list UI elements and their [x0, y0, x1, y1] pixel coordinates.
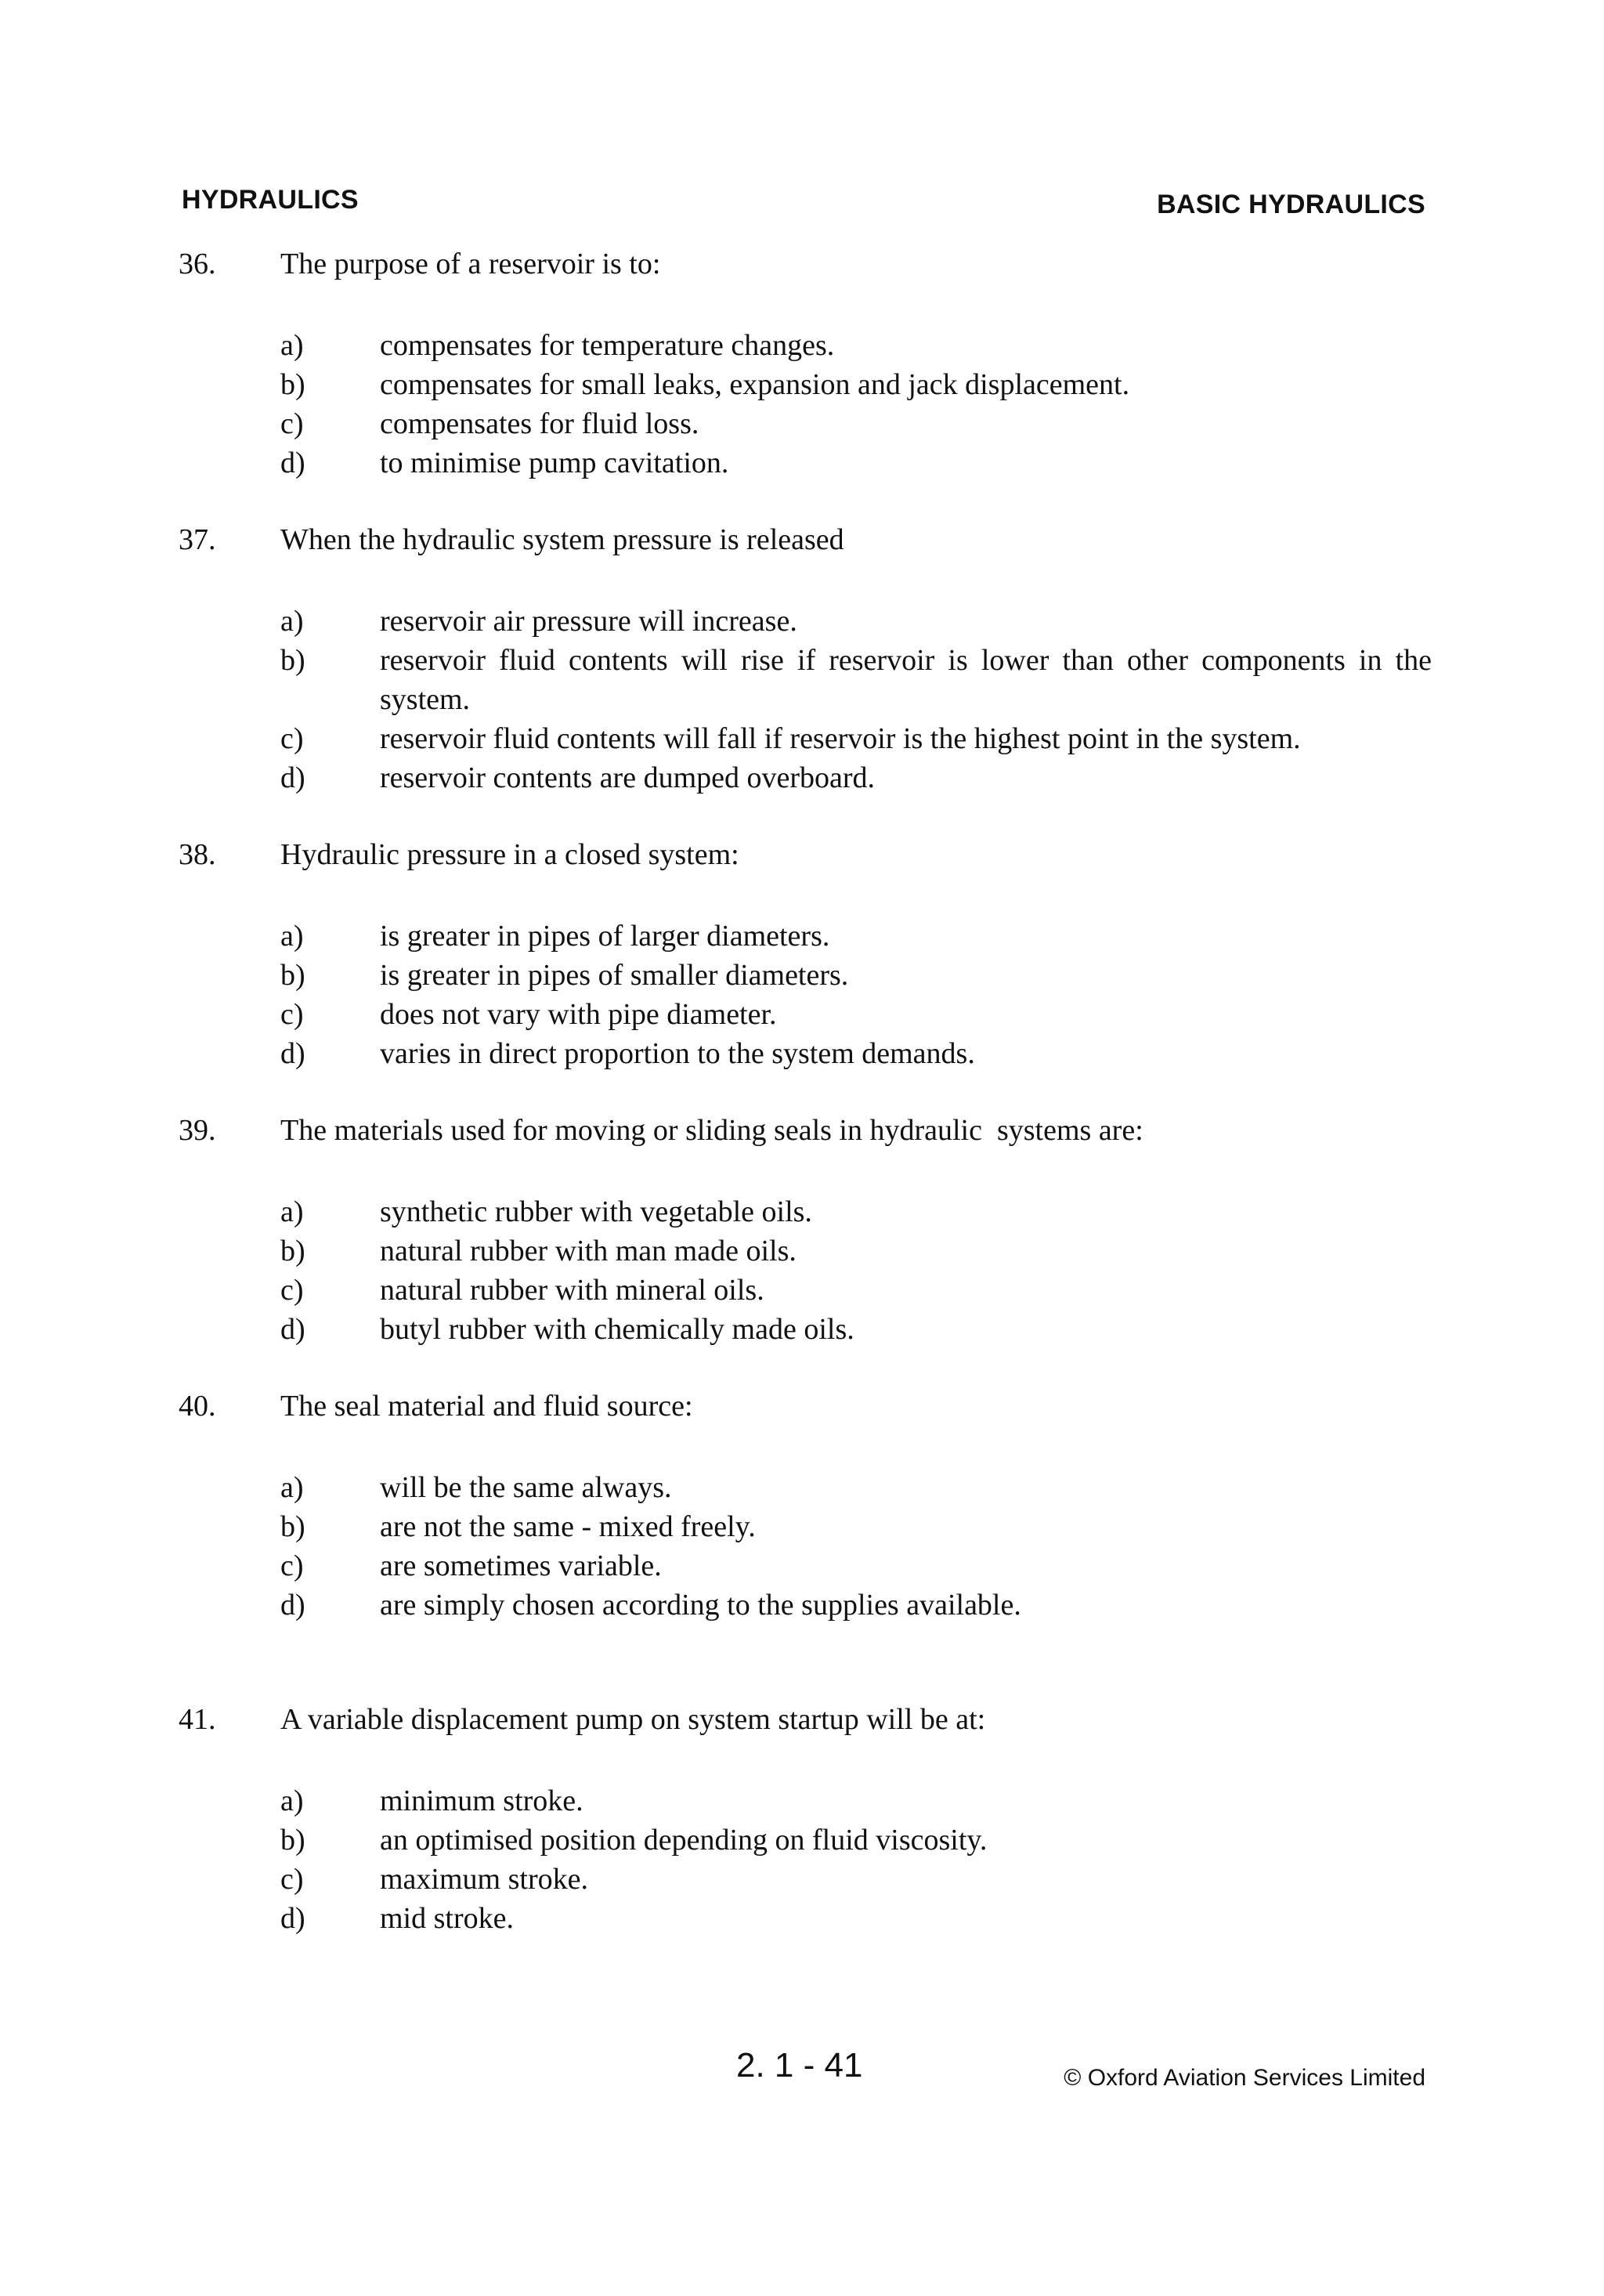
option-text: maximum stroke. — [380, 1863, 588, 1896]
option-text: varies in direct proportion to the system demands. — [380, 1037, 975, 1070]
option-label: a) — [280, 1784, 304, 1817]
question-41 — [179, 1700, 1432, 1938]
option-text: to minimise pump cavitation. — [380, 447, 729, 479]
option-text: natural rubber with mineral oils. — [380, 1274, 764, 1307]
option-label: c) — [280, 1274, 304, 1307]
option-c — [280, 1271, 1432, 1310]
option-text: does not vary with pipe diameter. — [380, 998, 777, 1031]
option-label: d) — [280, 761, 305, 794]
option-b — [280, 641, 1432, 719]
question-text: The purpose of a reservoir is to: — [280, 248, 661, 280]
option-a — [280, 326, 1432, 365]
option-d — [280, 1034, 1432, 1073]
option-label: a) — [280, 1195, 304, 1228]
spacer — [179, 483, 1432, 520]
question-number: 38. — [179, 838, 216, 871]
page-number: 2. 1 - 41 — [736, 2046, 863, 2084]
option-b — [280, 1507, 1432, 1546]
option-a — [280, 1192, 1432, 1231]
spacer — [179, 1073, 1432, 1111]
option-d — [280, 758, 1432, 797]
option-text: is greater in pipes of larger diameters. — [380, 920, 830, 953]
option-text: are simply chosen according to the supplies available. — [380, 1589, 1021, 1622]
question-number: 41. — [179, 1703, 216, 1736]
option-text: an optimised position depending on fluid viscosity. — [380, 1824, 988, 1857]
option-b — [280, 1821, 1432, 1860]
option-text: synthetic rubber with vegetable oils. — [380, 1195, 812, 1228]
option-a — [280, 1781, 1432, 1821]
option-label: c) — [280, 1549, 304, 1582]
question-number: 36. — [179, 248, 216, 280]
option-list — [280, 917, 1432, 1073]
option-label: a) — [280, 1471, 304, 1504]
option-d — [280, 1310, 1432, 1349]
option-label: d) — [280, 1313, 305, 1346]
question-40 — [179, 1387, 1432, 1625]
header-subject: HYDRAULICS — [182, 185, 359, 215]
option-text: reservoir fluid contents will fall if reservoir is the highest point in the system. — [380, 722, 1301, 755]
option-label: b) — [280, 644, 305, 677]
copyright-notice: © Oxford Aviation Services Limited — [1064, 2065, 1425, 2091]
question-text: Hydraulic pressure in a closed system: — [280, 838, 739, 871]
option-list — [280, 602, 1432, 797]
option-label: b) — [280, 368, 305, 401]
question-text: The materials used for moving or sliding seals in hydraulic systems are: — [280, 1114, 1143, 1147]
option-text: compensates for fluid loss. — [380, 407, 699, 440]
option-a — [280, 1468, 1432, 1507]
option-d — [280, 443, 1432, 483]
option-label: a) — [280, 329, 304, 362]
option-c — [280, 1860, 1432, 1899]
option-list — [280, 326, 1432, 483]
option-label: d) — [280, 1902, 305, 1935]
option-label: b) — [280, 1235, 305, 1267]
question-37 — [179, 520, 1432, 797]
option-label: a) — [280, 920, 304, 953]
option-d — [280, 1899, 1432, 1938]
header-chapter: BASIC HYDRAULICS — [1157, 190, 1425, 219]
option-label: c) — [280, 1863, 304, 1896]
option-text: will be the same always. — [380, 1471, 672, 1504]
option-list — [280, 1781, 1432, 1938]
option-b — [280, 956, 1432, 995]
option-text: are sometimes variable. — [380, 1549, 662, 1582]
option-text: reservoir air pressure will increase. — [380, 605, 797, 638]
option-a — [280, 917, 1432, 956]
question-number: 37. — [179, 523, 216, 556]
option-text: are not the same - mixed freely. — [380, 1510, 756, 1543]
option-text: butyl rubber with chemically made oils. — [380, 1313, 854, 1346]
option-text: compensates for temperature changes. — [380, 329, 835, 362]
option-label: c) — [280, 998, 304, 1031]
question-36 — [179, 244, 1432, 483]
option-list — [280, 1192, 1432, 1349]
option-text: minimum stroke. — [380, 1784, 583, 1817]
option-label: c) — [280, 722, 304, 755]
spacer — [179, 797, 1432, 835]
option-d — [280, 1586, 1432, 1625]
option-c — [280, 995, 1432, 1034]
question-text: When the hydraulic system pressure is released — [280, 523, 844, 556]
option-c — [280, 719, 1432, 758]
option-text: reservoir fluid contents will rise if reservoir is lower than other components in the system. — [380, 644, 1432, 716]
option-text: natural rubber with man made oils. — [380, 1235, 797, 1267]
option-a — [280, 602, 1432, 641]
option-text: is greater in pipes of smaller diameters. — [380, 959, 849, 992]
option-text: compensates for small leaks, expansion and jack displacement. — [380, 368, 1130, 401]
question-text: The seal material and fluid source: — [280, 1390, 693, 1423]
option-label: d) — [280, 1589, 305, 1622]
question-text: A variable displacement pump on system startup will be at: — [280, 1703, 986, 1736]
question-number: 40. — [179, 1390, 216, 1423]
option-label: d) — [280, 1037, 305, 1070]
option-label: a) — [280, 605, 304, 638]
question-38 — [179, 835, 1432, 1073]
option-text: mid stroke. — [380, 1902, 514, 1935]
question-number: 39. — [179, 1114, 216, 1147]
option-text: reservoir contents are dumped overboard. — [380, 761, 876, 794]
spacer — [179, 1349, 1432, 1387]
question-39 — [179, 1111, 1432, 1349]
option-label: c) — [280, 407, 304, 440]
option-b — [280, 1231, 1432, 1271]
option-list — [280, 1468, 1432, 1625]
option-label: b) — [280, 1824, 305, 1857]
option-c — [280, 1546, 1432, 1586]
option-c — [280, 404, 1432, 443]
option-label: b) — [280, 959, 305, 992]
question-list — [179, 244, 1432, 1938]
option-label: b) — [280, 1510, 305, 1543]
spacer — [179, 1625, 1432, 1700]
option-b — [280, 365, 1432, 404]
option-label: d) — [280, 447, 305, 479]
